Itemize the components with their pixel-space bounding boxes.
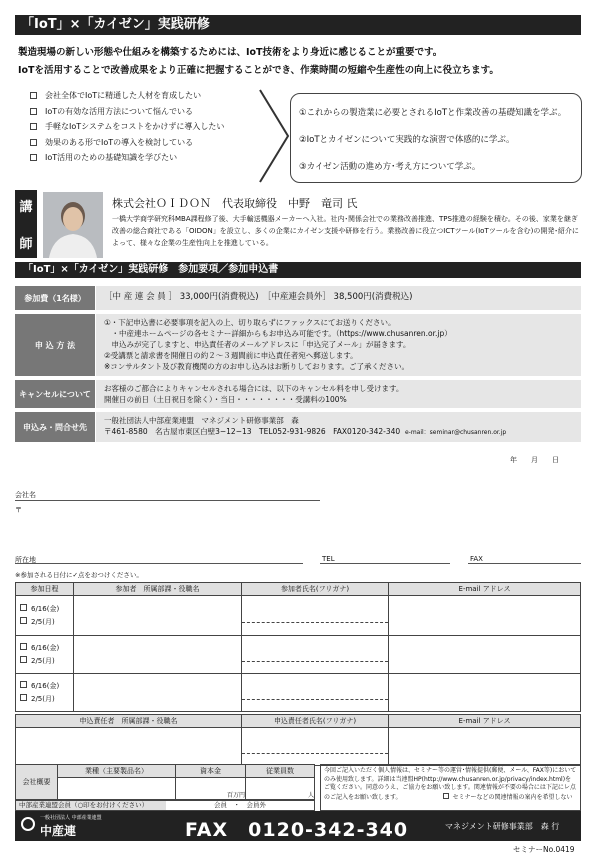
participant-name-field[interactable] — [242, 636, 389, 674]
participant-dept-field[interactable] — [74, 636, 242, 674]
table-row: 6/16(金) 2/5(月) — [16, 674, 581, 712]
checkbox-icon — [30, 154, 37, 161]
industry-field[interactable] — [58, 778, 176, 800]
member-select[interactable]: 会員 ・ 会員外 — [214, 801, 266, 809]
goal-item: ③カイゼン活動の進め方･考え方について学ぶ。 — [299, 162, 481, 172]
lecturer-photo — [43, 192, 103, 258]
company-overview-table: 会社概要 業種（主要製品名） 資本金 従業員数 百万円 人 — [15, 764, 315, 800]
goal-item: ①これからの製造業に必要とされるIoTと作業改善の基礎知識を学ぶ。 — [299, 108, 567, 118]
lecturer-bio: 一橋大学商学研究科MBA課程修了後、大手輸送機器メーカーへ入社。社内･関係会社での業務改善推進、TPS推進の経験を積む。その後、家業を継ぎ改善の総合商社である「OIDON」を設立し、多くの企業にカイゼン支援や研修を行う。業務改善に役立つICTツール(IoTツールを含む)の開発･紹介によって、様々な企業の生産性向上を推進している。 — [112, 215, 579, 247]
form-note: ※参加される日付に✓点をおつけください。 — [15, 571, 143, 579]
checkbox[interactable] — [20, 681, 27, 688]
cancel-row: キャンセルについて お客様のご都合によりキャンセルされる場合には、以下のキャンセル料を申し受けます。 開催日の前日（土日祝日を除く）・当日・・・・・・・・受講料の100% — [15, 380, 581, 408]
responsible-email-field[interactable] — [389, 728, 581, 766]
postal-label: 〒 — [15, 506, 22, 514]
section-heading: 「IoT」×「カイゼン」実践研修 参加要項／参加申込書 — [15, 262, 581, 278]
checkbox-icon — [30, 92, 37, 99]
responsible-name-field[interactable] — [242, 728, 389, 766]
tel-field[interactable] — [320, 563, 450, 564]
fee-row: 参加費（1名様） ［中 産 連 会 員 ］ 33,000円(消費税込) ［中産連会員外］ 38,500円(消費税込) — [15, 286, 581, 310]
employees-field[interactable]: 人 — [246, 778, 315, 800]
lecturer-tab: 講 師 — [15, 190, 37, 258]
responsible-dept-field[interactable] — [16, 728, 242, 766]
privacy-notice: 今回ご記入いただく個人情報は、セミナー等の運営･情報提供(郵便、メール、FAX等)においてのみ使用致します。詳細は当連盟HP(http://www.chusanren.or.jp/privacy/index.html)をご覧ください。同意のうえ、ご協力をお願い致します。関連情報が不要の場合には下記にレ点のご記入をお願い致します。 セミナーなどの関連情報の案内を希望しない — [320, 764, 581, 811]
checkbox[interactable] — [20, 617, 27, 624]
checkbox[interactable] — [20, 643, 27, 650]
participant-name-field[interactable] — [242, 596, 389, 636]
participants-table: 参加日程 参加者 所属部課・役職名 参加者氏名(フリガナ) E-mail アドレス 6/16(金) 2/5(月) 6/16(金) 2/5(月) 6/16(金) 2/5(月) — [15, 582, 581, 712]
date-labels: 年 月 日 — [510, 456, 559, 464]
table-row — [16, 728, 581, 766]
checkbox-icon — [30, 108, 37, 115]
goal-item: ②IoTとカイゼンについて実践的な演習で体感的に学ぶ。 — [299, 135, 515, 145]
learning-goals — [290, 93, 582, 183]
logo-icon — [21, 817, 35, 831]
member-row: 中部産業連盟会員（○印をお付けください） 会員 ・ 会員外 — [15, 800, 315, 811]
participant-dept-field[interactable] — [74, 674, 242, 712]
fax-label: FAX — [470, 555, 483, 563]
page-title: 「IoT」×「カイゼン」実践研修 — [15, 15, 581, 35]
checklist-item: IoT活用のための基礎知識を学びたい — [30, 150, 280, 166]
apply-method-row: 申 込 方 法 ①・下記申込書に必要事項を記入の上、切り取らずにファックスにてお送りください。 ・中産連ホームページの各セミナー詳細からもお申込み可能です。（https://www.chusanren.or.jp） 申込みが完了しますと、申込責任者のメールアドレスに「申込完了メール」が届きます。 ②受講票と請求書を開催日の約２～３週間前に申込責任者宛へ郵送します。 ※コンサルタント及び教育機関の方のお申し込みはお断りしております。ご了承ください。 — [15, 314, 581, 376]
checklist-item: 手軽なIoTシステムをコストをかけずに導入したい — [30, 119, 280, 135]
seminar-number: セミナーNo.0419 — [513, 845, 575, 854]
capital-field[interactable]: 百万円 — [176, 778, 246, 800]
privacy-checkbox[interactable] — [443, 793, 449, 799]
participant-email-field[interactable] — [389, 596, 581, 636]
checklist-item: 効果のある形でIoTの導入を検討している — [30, 135, 280, 151]
address-label: 所在地 — [15, 556, 36, 564]
company-field[interactable] — [15, 500, 320, 501]
contact-row: 申込み・問合せ先 一般社団法人中部産業連盟 マネジメント研修事業部 森 〒461-8580 名古屋市東区白壁3−12−13 TEL052-931-9826 FAX0120-342-340 e-mail：seminar@chusanren.or.jp — [15, 412, 581, 442]
participant-name-field[interactable] — [242, 674, 389, 712]
checkbox[interactable] — [20, 694, 27, 701]
participant-dept-field[interactable] — [74, 596, 242, 636]
footer-dept: マネジメント研修事業部 森 行 — [445, 822, 560, 831]
footer-bar: 一般社団法人 中部産業連盟 中産連 FAX 0120-342-340 マネジメント研修事業部 森 行 — [15, 811, 581, 841]
checkbox-icon — [30, 123, 37, 130]
checkbox[interactable] — [20, 656, 27, 663]
checkbox[interactable] — [20, 604, 27, 611]
fax-number: FAX 0120-342-340 — [185, 819, 409, 841]
checkbox-icon — [30, 139, 37, 146]
responsible-table: 申込責任者 所属部課・役職名 申込責任者氏名(フリガナ) E-mail アドレス — [15, 714, 581, 766]
checklist-item: IoTの有効な活用方法について悩んでいる — [30, 104, 280, 120]
tel-label: TEL — [322, 555, 335, 563]
arrow-right-icon — [255, 88, 295, 184]
checklist-item: 会社全体でIoTに精通した人材を育成したい — [30, 88, 280, 104]
org-name: 中産連 — [40, 824, 77, 838]
lecturer-name: 株式会社ＯＩＤＯＮ 代表取締役 中野 竜司 氏 — [112, 197, 358, 210]
company-label: 会社名 — [15, 491, 36, 499]
checklist — [30, 88, 280, 166]
participant-email-field[interactable] — [389, 674, 581, 712]
lead-line-2: IoTを活用することで改善成果をより正確に把握することができ、作業時間の短縮や生産性の向上に役立ちます。 — [18, 65, 499, 76]
lead-line-1: 製造現場の新しい形態や仕組みを構築するためには、IoT技術をより身近に感じることが重要です。 — [18, 47, 443, 58]
table-row: 6/16(金) 2/5(月) — [16, 636, 581, 674]
table-row: 6/16(金) 2/5(月) — [16, 596, 581, 636]
fax-field[interactable] — [468, 563, 581, 564]
address-field[interactable] — [15, 563, 303, 564]
participant-email-field[interactable] — [389, 636, 581, 674]
